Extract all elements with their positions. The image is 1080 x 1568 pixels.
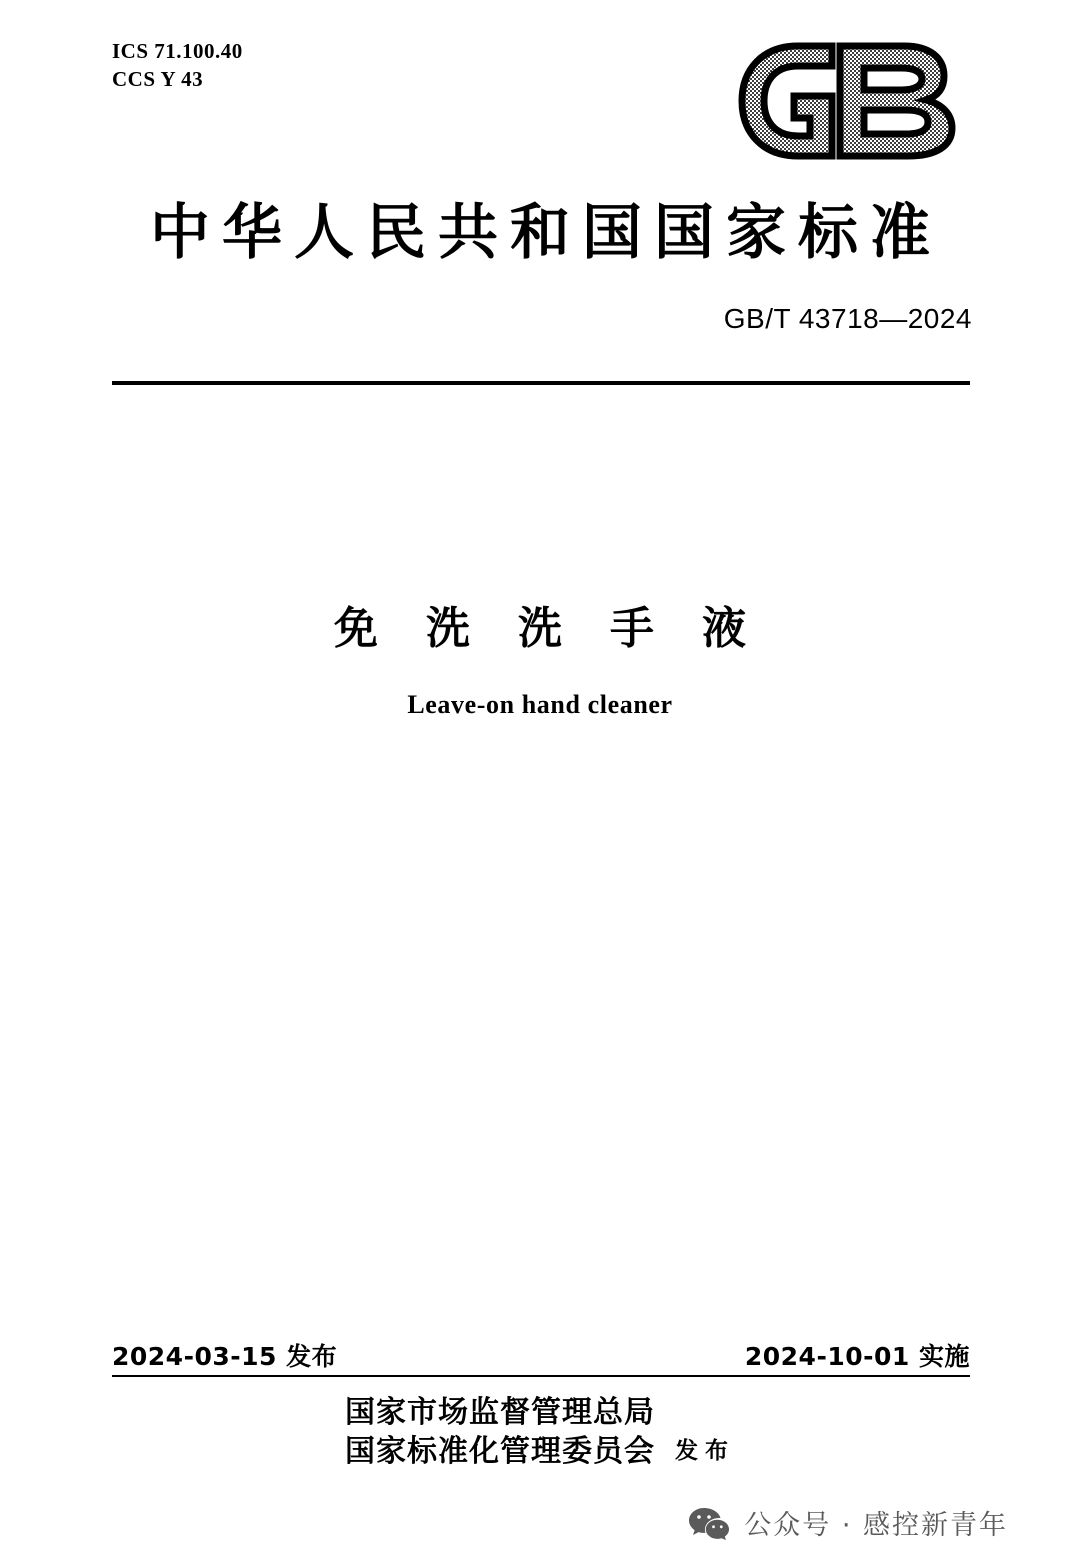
watermark-text: 公众号 · 感控新青年 bbox=[744, 1510, 1008, 1541]
document-title-english: Leave-on hand cleaner bbox=[407, 690, 673, 719]
document-title-chinese: 免洗洗手液 bbox=[334, 603, 794, 654]
publisher-line-2: 国家标准化管理委员会 bbox=[345, 1434, 655, 1469]
page-title: 中华人民共和国国家标准 bbox=[150, 198, 942, 268]
wechat-icon bbox=[688, 1505, 730, 1541]
publisher-names bbox=[345, 1393, 655, 1471]
header-divider bbox=[112, 381, 970, 385]
publisher-verb: 发布 bbox=[675, 1438, 735, 1464]
publisher-block bbox=[110, 1393, 970, 1471]
publisher-line-1: 国家市场监督管理总局 bbox=[345, 1395, 655, 1430]
footer-divider bbox=[112, 1375, 970, 1377]
standard-number: GB/T 43718—2024 bbox=[723, 303, 972, 334]
watermark bbox=[688, 1503, 1008, 1542]
issue-date: 2024-03-15 发布 bbox=[112, 1342, 338, 1371]
gb-logo-icon bbox=[732, 40, 972, 162]
effective-date: 2024-10-01 实施 bbox=[744, 1342, 970, 1371]
classification-codes bbox=[112, 38, 243, 93]
ics-code: ICS 71.100.40 bbox=[112, 39, 243, 63]
ccs-code: CCS Y 43 bbox=[112, 66, 204, 91]
